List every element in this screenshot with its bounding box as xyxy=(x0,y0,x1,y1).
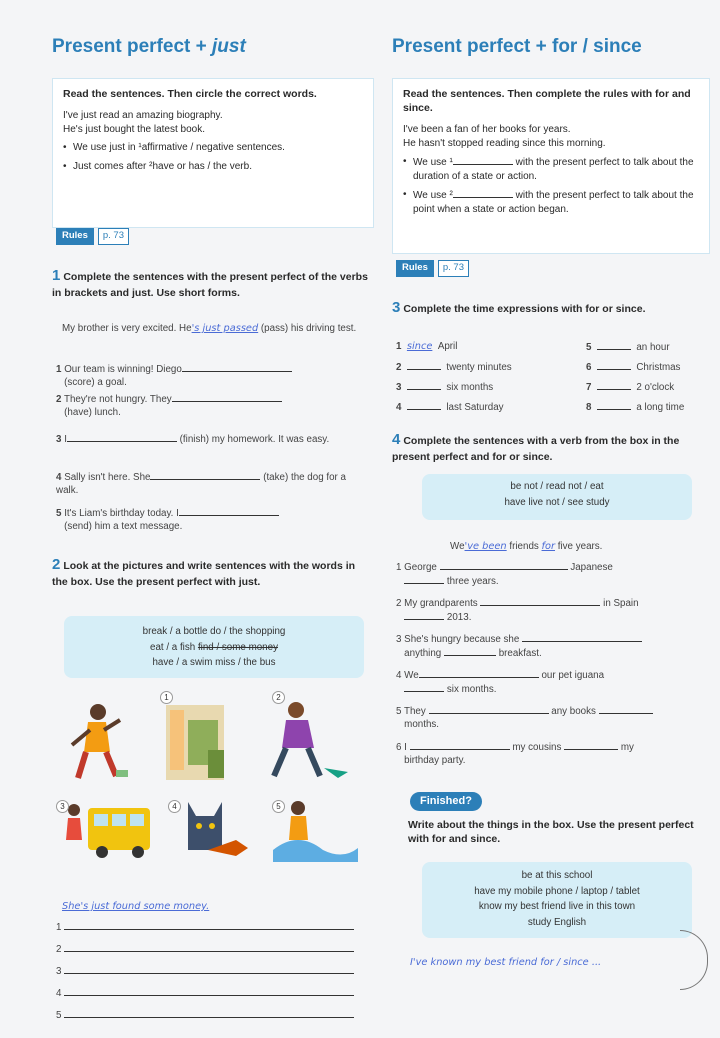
answer-blank[interactable] xyxy=(172,392,282,402)
picture-number: 3 xyxy=(56,800,69,813)
exercise-number: 2 xyxy=(52,556,61,573)
page-ref: p. 73 xyxy=(438,260,469,277)
rules-heading: Read the sentences. Then circle the correct words. xyxy=(63,88,317,100)
ex4-item[interactable]: 4 We our pet iguana six months. xyxy=(396,670,605,696)
crossed-word: find / some money xyxy=(197,641,278,653)
exercise-4 xyxy=(392,430,710,464)
time-expression[interactable]: 5 an hour xyxy=(586,342,670,353)
rule-example: He's just bought the latest book. xyxy=(63,123,205,135)
finished-task xyxy=(408,818,706,846)
rule-bullet[interactable]: • Just comes after ²have or has / the verb. xyxy=(63,160,363,174)
rules-tag[interactable] xyxy=(56,228,129,245)
answer-blank[interactable] xyxy=(182,362,292,372)
word-box-line: have / a swim miss / the bus xyxy=(152,657,276,669)
picture-3-bus xyxy=(66,804,150,858)
time-expression[interactable]: 3 six months xyxy=(396,382,494,393)
ex1-item[interactable]: 4 Sally isn't here. She (take) the dog for a walk. xyxy=(56,472,346,497)
example-answer-line: She's just found some money. xyxy=(62,901,210,912)
word-box-line: be not / read not / eat xyxy=(510,481,604,492)
ex4-item[interactable]: 2 My grandparents in Spain 2013. xyxy=(396,598,639,624)
answer-blank[interactable] xyxy=(453,155,513,165)
exercise-title: Look at the pictures and write sentences with the words in the box. Use the present perfect with just. xyxy=(52,560,356,589)
time-expression[interactable]: 4 last Saturday xyxy=(396,402,504,413)
word-box-line: eat / a fish xyxy=(150,641,198,653)
rules-label: Rules xyxy=(56,228,94,245)
rules-tag[interactable] xyxy=(396,260,469,277)
exercise-title: Complete the time expressions with for or since. xyxy=(403,303,646,315)
finished-example: I've known my best friend for / since ... xyxy=(410,957,602,968)
picture-4-cat-fish xyxy=(188,802,248,856)
word-box-line: have my mobile phone / laptop / tablet xyxy=(474,885,640,897)
word-box-line: break / a bottle do / the shopping xyxy=(142,626,286,637)
page-ref: p. 73 xyxy=(98,228,129,245)
rules-box-for-since xyxy=(392,78,710,254)
rule-bullet[interactable]: • We use ² with the present perfect to talk about the point when a state or action began. xyxy=(403,188,699,216)
finished-badge: Finished? xyxy=(410,792,482,811)
exercise-title: Write about the things in the box. Use the present perfect with for and since. xyxy=(408,819,694,846)
rule-bullet[interactable]: • We use just in ¹affirmative / negative sentences. xyxy=(63,141,363,155)
picture-example-money xyxy=(72,704,128,778)
ex4-item[interactable]: 6 I my cousins my birthday party. xyxy=(396,742,634,767)
picture-number: 5 xyxy=(272,800,285,813)
picture-5-swim xyxy=(273,801,358,862)
picture-2-bottle xyxy=(274,702,348,778)
answer-blank[interactable] xyxy=(179,506,279,516)
exercise-pictures xyxy=(58,690,368,880)
page-title-just: Present perfect + just xyxy=(52,36,246,57)
exercise-title: Complete the sentences with a verb from the box in the present perfect and for or since. xyxy=(392,435,680,464)
word-box-line: know my best friend live in this town xyxy=(478,901,636,913)
word-box-line: study English xyxy=(527,917,587,929)
answer-blank[interactable] xyxy=(150,470,260,480)
rule-example: I've just read an amazing biography. xyxy=(63,110,223,122)
ex1-item[interactable]: 3 I (finish) my homework. It was easy. xyxy=(56,434,330,445)
time-expression[interactable]: 2 twenty minutes xyxy=(396,362,512,373)
example-answer: 's just passed xyxy=(191,323,259,334)
rules-box-just xyxy=(52,78,374,228)
example-sentence: My brother is very excited. He's just passed (pass) his driving test. xyxy=(62,323,357,334)
ex4-item[interactable]: 3 She's hungry because she anything breakfast. xyxy=(396,632,710,660)
time-expression[interactable]: 8 a long time xyxy=(586,402,685,413)
time-expression[interactable]: 1 since April xyxy=(396,341,458,352)
answer-line[interactable]: 2 xyxy=(56,942,354,956)
exercise-2 xyxy=(52,555,372,589)
example-sentence: We've been friends for five years. xyxy=(450,541,603,552)
ex1-item[interactable]: 5 It's Liam's birthday today. I (send) him a text message. xyxy=(56,506,366,533)
exercise-number: 3 xyxy=(392,299,401,316)
word-box-line: have live not / see study xyxy=(504,496,610,508)
answer-blank[interactable] xyxy=(453,188,513,198)
ex4-item[interactable]: 5 They any books months. xyxy=(396,704,710,731)
exercise-number: 4 xyxy=(392,431,401,448)
picture-number: 1 xyxy=(160,691,173,704)
rule-example: He hasn't stopped reading since this morning. xyxy=(403,137,606,149)
word-box-ex2 xyxy=(64,616,364,678)
picture-1-shopping xyxy=(166,705,224,780)
time-expression[interactable]: 6 Christmas xyxy=(586,362,681,373)
picture-number: 4 xyxy=(168,800,181,813)
ex4-item[interactable]: 1 George Japanese three years. xyxy=(396,562,613,588)
decorative-curl xyxy=(680,930,708,990)
exercise-1 xyxy=(52,266,372,300)
answer-line[interactable]: 1 xyxy=(56,920,354,934)
exercise-title: Complete the sentences with the present perfect of the verbs in brackets and just. Use short forms. xyxy=(52,271,368,300)
rule-bullet[interactable]: • We use ¹ with the present perfect to talk about the duration of a state or action. xyxy=(403,155,699,183)
rules-heading: Read the sentences. Then complete the rules with for and since. xyxy=(403,88,691,115)
page-title-for-since: Present perfect + for / since xyxy=(392,36,642,57)
word-box-finished xyxy=(422,862,692,938)
rules-label: Rules xyxy=(396,260,434,277)
answer-blank[interactable] xyxy=(67,432,177,442)
exercise-number: 1 xyxy=(52,267,61,284)
answer-line[interactable]: 5 xyxy=(56,1008,354,1022)
exercise-3 xyxy=(392,298,710,318)
answer-line[interactable]: 4 xyxy=(56,986,354,1000)
word-box-line: be at this school xyxy=(521,870,593,881)
ex1-item[interactable]: 1 Our team is winning! Diego (score) a goal. xyxy=(56,362,366,389)
ex1-item[interactable]: 2 They're not hungry. They (have) lunch. xyxy=(56,392,366,419)
answer-line[interactable]: 3 xyxy=(56,964,354,978)
time-expression[interactable]: 7 2 o'clock xyxy=(586,382,675,393)
rule-example: I've been a fan of her books for years. xyxy=(403,124,571,136)
word-box-ex4 xyxy=(422,474,692,520)
picture-number: 2 xyxy=(272,691,285,704)
